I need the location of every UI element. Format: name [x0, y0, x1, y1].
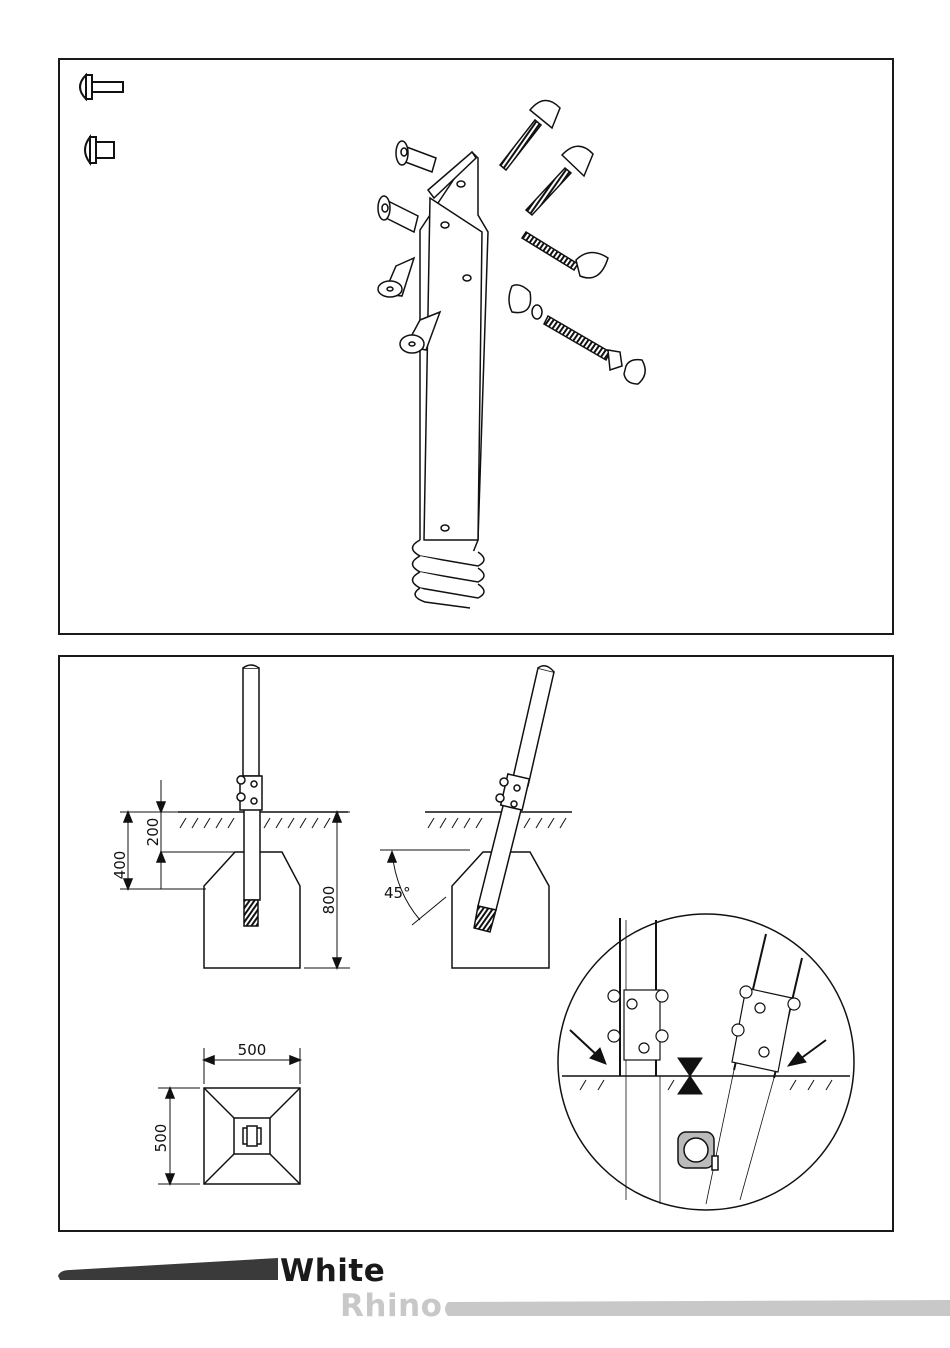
brand-word-white: White [280, 1253, 386, 1289]
brand-word-rhino: Rhino [340, 1288, 443, 1324]
dim-400-label: 400 [111, 850, 129, 880]
angle-45-label: 45° [384, 884, 411, 902]
top-view-depth-label: 500 [152, 1123, 170, 1153]
dim-200-label: 200 [144, 817, 162, 847]
top-view-width-label: 500 [237, 1041, 267, 1059]
dim-800-label: 800 [320, 885, 338, 915]
